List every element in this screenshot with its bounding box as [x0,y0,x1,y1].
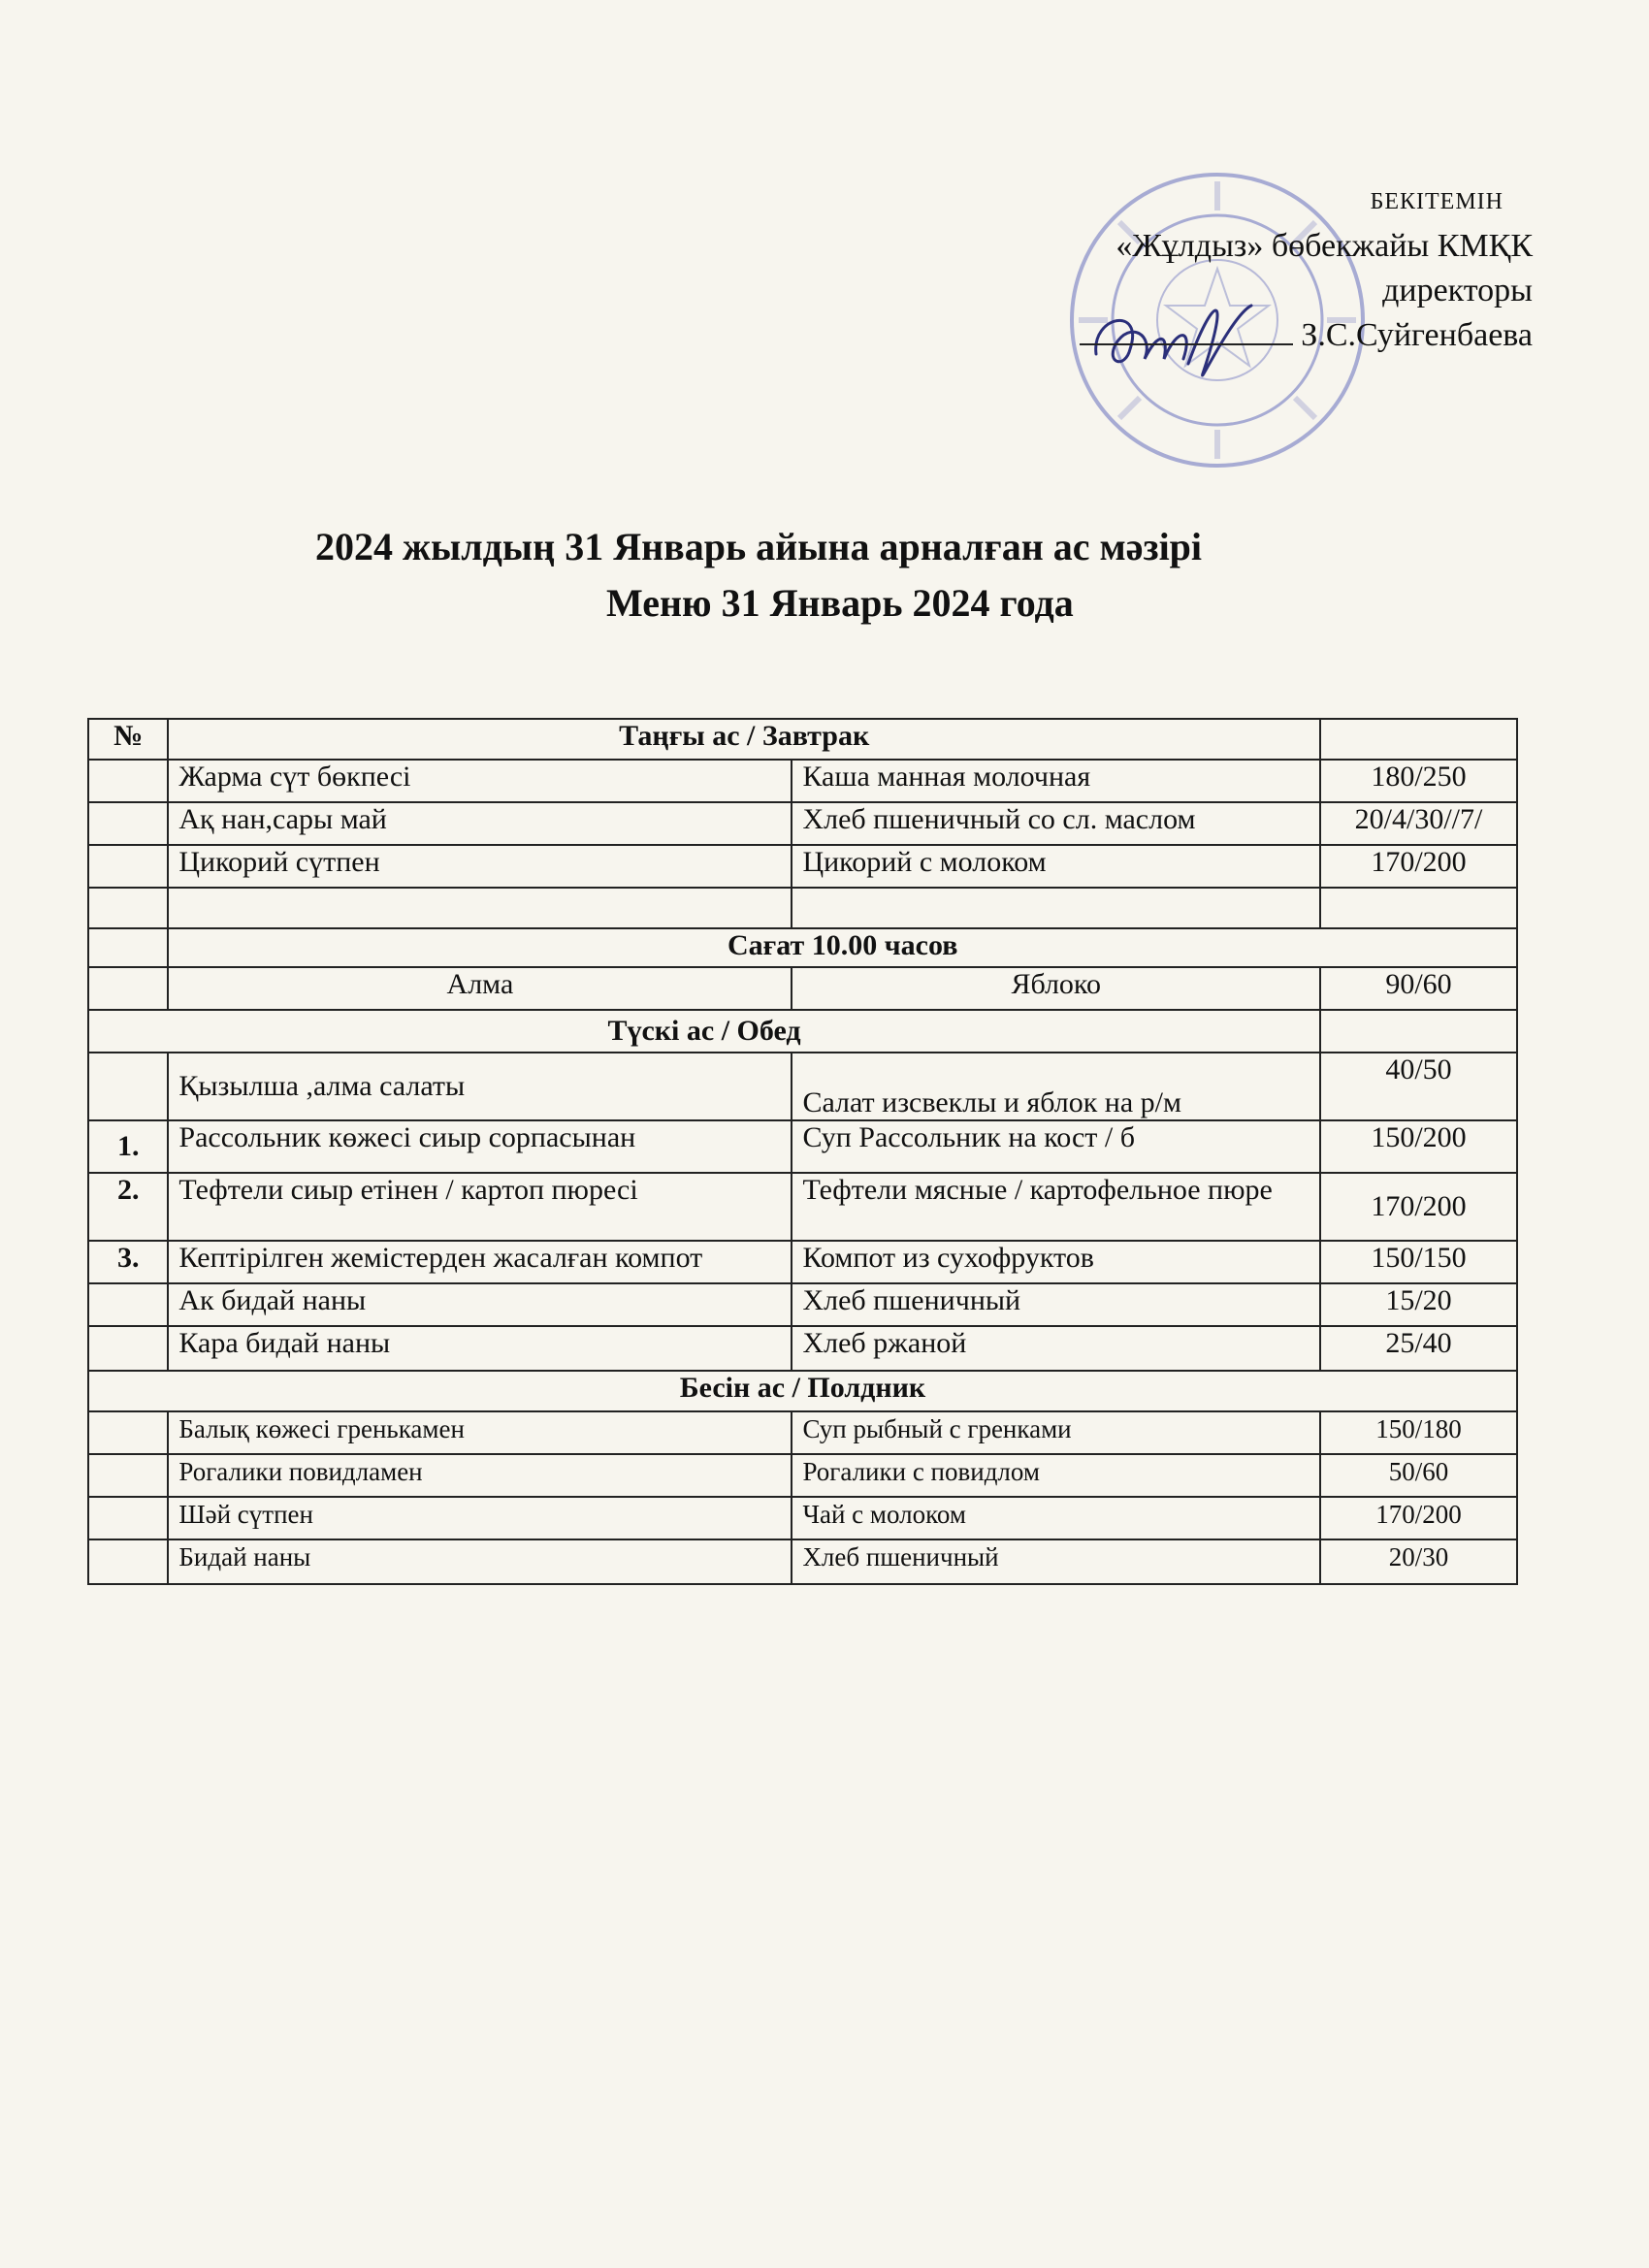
row-num [88,928,168,967]
portion [1320,888,1517,928]
table-row [88,802,1517,845]
dish-kz: Шәй сүтпен [168,1497,792,1539]
row-num [88,967,168,1010]
approval-org: «Жұлдыз» бөбекжайы КМҚК [1116,228,1533,264]
dish-kz: Алма [168,967,792,1010]
dish-ru [792,888,1320,928]
dish-kz: Цикорий сүтпен [168,845,792,888]
row-num: 1. [88,1120,168,1173]
dish-kz: Кара бидай наны [168,1326,792,1371]
dish-kz: Жарма сүт бөкпесі [168,760,792,802]
dish-kz: Балық көжесі гренькамен [168,1411,792,1454]
table-row-empty [88,888,1517,928]
dish-kz: Қызылша ,алма салаты [168,1053,792,1120]
table-row [88,1173,1517,1241]
approval-block [1080,179,1533,358]
menu-table [87,718,1518,1585]
dish-kz: Бидай наны [168,1539,792,1584]
lunch-header: Түскі ас / Обед [88,1010,1320,1053]
row-num: 2. [88,1173,168,1241]
dish-kz: Ақ нан,сары май [168,802,792,845]
portion: 50/60 [1320,1454,1517,1497]
table-row [88,1120,1517,1173]
afternoon-header: Бесін ас / Полдник [88,1371,1517,1411]
title-ru: Меню 31 Январь 2024 года [606,581,1074,625]
approval-position: директоры [1382,273,1533,308]
portion: 170/200 [1320,1497,1517,1539]
dish-ru: Хлеб ржаной [792,1326,1320,1371]
table-row [88,845,1517,888]
table-row [88,1454,1517,1497]
qty-cell [1320,719,1517,760]
dish-ru: Компот из сухофруктов [792,1241,1320,1283]
dish-ru: Цикорий с молоком [792,845,1320,888]
row-num [88,845,168,888]
dish-ru: Суп Рассольник на кост / б [792,1120,1320,1173]
dish-kz: Ак бидай наны [168,1283,792,1326]
portion: 150/150 [1320,1241,1517,1283]
dish-kz: Рогалики повидламен [168,1454,792,1497]
row-num [88,1053,168,1120]
portion: 150/200 [1320,1120,1517,1173]
row-num [88,1497,168,1539]
qty-cell [1320,1010,1517,1053]
afternoon-header-row [88,1371,1517,1411]
dish-ru: Хлеб пшеничный [792,1539,1320,1584]
dish-ru: Суп рыбный с гренками [792,1411,1320,1454]
table-row [88,1241,1517,1283]
row-num: 3. [88,1241,168,1283]
portion: 180/250 [1320,760,1517,802]
portion: 20/30 [1320,1539,1517,1584]
dish-ru: Каша манная молочная [792,760,1320,802]
approval-name: З.С.Суйгенбаева [1301,317,1533,353]
row-num [88,888,168,928]
row-num [88,1283,168,1326]
approval-signature-line [1080,313,1533,358]
row-num [88,1539,168,1584]
lunch-header-row [88,1010,1517,1053]
dish-kz: Кептірілген жемістерден жасалған компот [168,1241,792,1283]
dish-kz: Тефтели сиыр етінен / картоп пюресі [168,1173,792,1241]
approval-title: БЕКІТЕМІН [1370,189,1504,214]
portion: 90/60 [1320,967,1517,1010]
snack-header: Сағат 10.00 часов [168,928,1517,967]
portion: 150/180 [1320,1411,1517,1454]
snack-header-row [88,928,1517,967]
portion: 25/40 [1320,1326,1517,1371]
breakfast-header: Таңғы ас / Завтрак [168,719,1320,760]
table-row [88,967,1517,1010]
row-num [88,802,168,845]
portion: 170/200 [1320,1173,1517,1241]
dish-ru: Хлеб пшеничный со сл. маслом [792,802,1320,845]
dish-ru: Хлеб пшеничный [792,1283,1320,1326]
dish-ru: Тефтели мясные / картофельное пюре [792,1173,1320,1241]
portion: 170/200 [1320,845,1517,888]
breakfast-header-row [88,719,1517,760]
portion: 15/20 [1320,1283,1517,1326]
row-num [88,1454,168,1497]
table-row [88,1326,1517,1371]
table-row [88,1497,1517,1539]
dish-ru: Яблоко [792,967,1320,1010]
num-header: № [88,719,168,760]
row-num [88,760,168,802]
table-row [88,1283,1517,1326]
dish-ru: Салат изсвеклы и яблок на р/м [792,1053,1320,1120]
row-num [88,1411,168,1454]
table-row [88,1053,1517,1120]
signature-underline [1080,314,1293,345]
row-num [88,1326,168,1371]
dish-kz: Рассольник көжесі сиыр сорпасынан [168,1120,792,1173]
portion: 20/4/30//7/ [1320,802,1517,845]
portion: 40/50 [1320,1053,1517,1120]
title-kz: 2024 жылдың 31 Январь айына арналған ас мәзірі [315,525,1203,568]
dish-ru: Рогалики с повидлом [792,1454,1320,1497]
dish-ru: Чай с молоком [792,1497,1320,1539]
dish-kz [168,888,792,928]
table-row [88,1411,1517,1454]
table-row [88,1539,1517,1584]
table-row [88,760,1517,802]
